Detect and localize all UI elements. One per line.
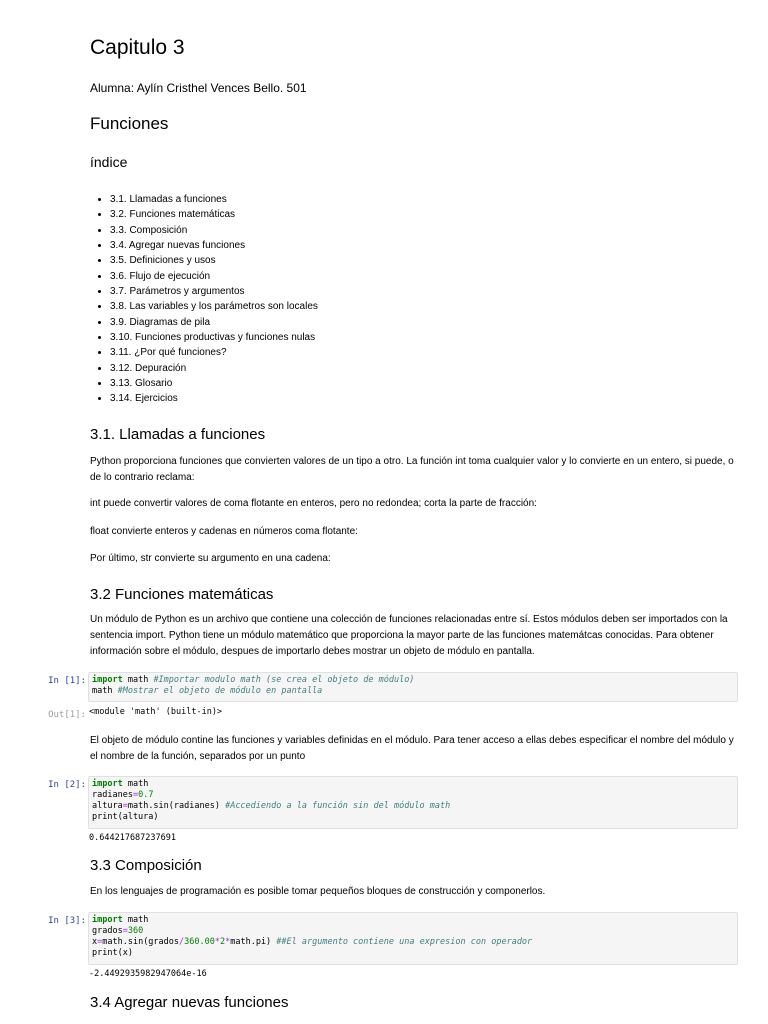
code-text: math <box>122 675 154 685</box>
output-prompt: Out[1]: <box>48 710 86 720</box>
code-text: math.pi) <box>230 937 277 947</box>
code-text: print(altura) <box>92 812 159 822</box>
heading-3-1: 3.1. Llamadas a funciones <box>90 426 266 443</box>
code-output <box>86 831 736 846</box>
author-line: Alumna: Aylín Cristhel Vences Bello. 501 <box>90 81 307 95</box>
code-text: math <box>92 686 118 696</box>
toc-item[interactable]: • 3.7. Parámetros y argumentos <box>110 284 318 299</box>
code-comment: #Importar modulo math (se crea el objeto de módulo) <box>153 675 415 685</box>
paragraph: Python proporciona funciones que convierten valores de un tipo a otro. La función int toma cualquier valor y lo convierte en un entero, si puede, o de lo contrario reclama: <box>90 456 734 483</box>
toc-item[interactable]: • 3.13. Glosario <box>110 376 318 391</box>
toc-item[interactable]: • 3.1. Llamadas a funciones <box>110 192 318 207</box>
code-input[interactable] <box>88 912 738 965</box>
input-prompt: In [1]: <box>48 676 86 686</box>
toc-item[interactable]: • 3.3. Composición <box>110 223 318 238</box>
output-text: -2.4492935982947064e-16 <box>89 969 207 979</box>
code-text: math.sin(radianes) <box>127 801 226 811</box>
code-text: x <box>92 937 98 947</box>
toc-item[interactable]: • 3.6. Flujo de ejecución <box>110 269 318 284</box>
code-text: print(x) <box>92 948 133 958</box>
code-text: math <box>122 779 149 789</box>
table-of-contents <box>90 192 318 407</box>
toc-item[interactable]: • 3.10. Funciones productivas y funciones nulas <box>110 330 318 345</box>
code-text: grados <box>92 926 123 936</box>
keyword: import <box>92 675 123 685</box>
code-output <box>86 705 736 720</box>
toc-item[interactable]: • 3.8. Las variables y los parámetros son locales <box>110 299 318 314</box>
heading-3-2: 3.2 Funciones matemáticas <box>90 586 274 603</box>
operator: = <box>132 790 139 800</box>
toc-item[interactable]: • 3.14. Ejercicios <box>110 391 318 406</box>
output-text: <module 'math' (built-in)> <box>89 707 223 717</box>
code-input[interactable] <box>88 672 738 702</box>
operator: * <box>225 937 231 947</box>
number: 360.00 <box>184 937 215 947</box>
section-title: Funciones <box>90 114 169 133</box>
operator: = <box>122 801 128 811</box>
paragraph: int puede convertir valores de coma flotante en enteros, pero no redondea; corta la parte de fracción: <box>90 498 537 509</box>
paragraph: float convierte enteros y cadenas en números coma flotante: <box>90 526 358 537</box>
operator: * <box>214 937 220 947</box>
toc-item[interactable]: • 3.5. Definiciones y usos <box>110 253 318 268</box>
code-text: radianes <box>92 790 133 800</box>
paragraph: El objeto de módulo contine las funciones y variables definidas en el módulo. Para tener acceso a ellas debes especificar el nombre del módulo y el nombre de la función, separados por un punto <box>90 735 734 762</box>
number: 2 <box>219 937 226 947</box>
input-prompt: In [3]: <box>48 916 86 926</box>
code-input[interactable] <box>88 776 738 829</box>
number: 360 <box>127 926 144 936</box>
code-comment: ##El argumento contiene una expresion con operador <box>276 937 533 947</box>
keyword: import <box>92 779 123 789</box>
code-text: math.sin(grados <box>102 937 180 947</box>
heading-3-4: 3.4 Agregar nuevas funciones <box>90 994 289 1011</box>
code-comment: #Accediendo a la función sin del módulo math <box>225 801 451 811</box>
number: 0.7 <box>138 790 154 800</box>
toc-item[interactable]: • 3.4. Agregar nuevas funciones <box>110 238 318 253</box>
code-text: altura <box>92 801 123 811</box>
output-text: 0.644217687237691 <box>89 833 176 843</box>
toc-item[interactable]: • 3.2. Funciones matemáticas <box>110 207 318 222</box>
index-title: índice <box>90 154 128 170</box>
operator: / <box>179 937 185 947</box>
paragraph: En los lenguajes de programación es posible tomar pequeños bloques de construcción y componerlos. <box>90 886 546 897</box>
input-prompt: In [2]: <box>48 780 86 790</box>
paragraph: Por último, str convierte su argumento en una cadena: <box>90 553 331 564</box>
toc-item[interactable]: • 3.12. Depuración <box>110 361 318 376</box>
code-comment: #Mostrar el objeto de módulo en pantalla <box>117 686 323 696</box>
code-text: math <box>122 915 149 925</box>
keyword: import <box>92 915 123 925</box>
page-title: Capitulo 3 <box>90 36 185 59</box>
operator: = <box>122 926 128 936</box>
heading-3-3: 3.3 Composición <box>90 857 202 874</box>
paragraph: Un módulo de Python es un archivo que contiene una colección de funciones relacionadas entre sí. Estos módulos deben ser importados con la sentencia import. Python tiene un módulo matemático que proporciona la mayor parte de las funciones matemátcas conocidas. Para obtener información sobre el módulo, despues de importarlo debes mostrar un objeto de módulo en pantalla. <box>90 614 728 657</box>
toc-item[interactable]: • 3.11. ¿Por qué funciones? <box>110 345 318 360</box>
toc-item[interactable]: • 3.9. Diagramas de pila <box>110 315 318 330</box>
operator: = <box>97 937 103 947</box>
code-output <box>86 967 736 982</box>
